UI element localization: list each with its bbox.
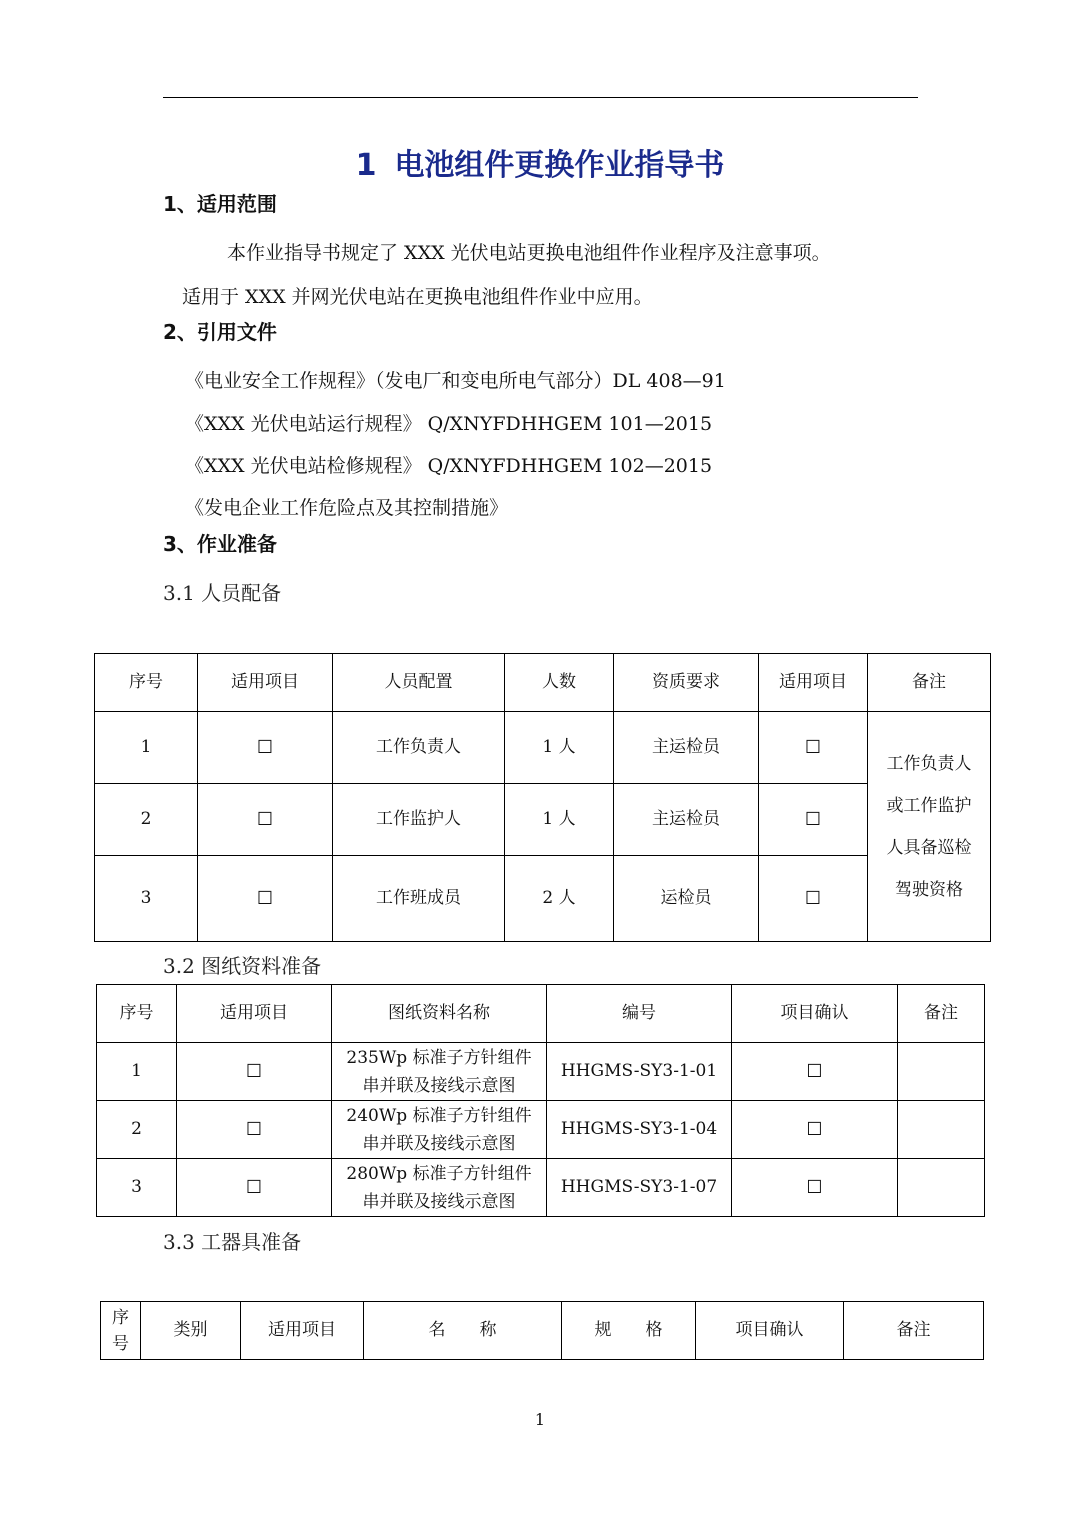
drawing-name-line: 240Wp 标准子方针组件	[346, 1105, 532, 1126]
applicable-checkbox[interactable]: ☐	[198, 712, 333, 784]
reference-2: 《XXX 光伏电站运行规程》 Q/XNYFDHHGEM 101—2015	[185, 413, 713, 435]
header-cell: 备注	[898, 985, 985, 1043]
header-cell: 适用项目	[198, 654, 333, 712]
applicable-checkbox[interactable]: ☐	[177, 1043, 332, 1101]
subsection-3-3: 3.3 工器具准备	[163, 1230, 302, 1254]
header-number-line: 序	[112, 1307, 129, 1328]
header-cell: 序号	[95, 654, 198, 712]
drawing-name-line: 串并联及接线示意图	[362, 1075, 516, 1096]
count-cell: 1 人	[505, 712, 614, 784]
confirm-checkbox[interactable]: ☐	[732, 1043, 898, 1101]
note-line: 工作负责人	[886, 753, 972, 774]
confirm-checkbox[interactable]: ☐	[732, 1159, 898, 1217]
confirm-checkbox[interactable]: ☐	[732, 1101, 898, 1159]
row-number: 3	[97, 1159, 177, 1217]
section-1-heading: 1、适用范围	[163, 192, 277, 216]
applicable-checkbox[interactable]: ☐	[759, 784, 868, 856]
qualification-cell: 主运检员	[614, 712, 759, 784]
applicable-checkbox[interactable]: ☐	[177, 1101, 332, 1159]
drawing-name-line: 235Wp 标准子方针组件	[346, 1047, 532, 1068]
count-cell: 1 人	[505, 784, 614, 856]
tools-header-row	[101, 1302, 984, 1360]
table-row	[95, 784, 991, 856]
header-cell: 项目确认	[696, 1302, 844, 1360]
table-row	[97, 1043, 985, 1101]
note-line: 驾驶资格	[895, 879, 963, 900]
header-number-line: 号	[112, 1333, 129, 1354]
drawing-code-cell: HHGMS-SY3-1-01	[547, 1043, 732, 1101]
qualification-cell: 主运检员	[614, 784, 759, 856]
page-title	[0, 140, 1080, 184]
drawing-name-line: 串并联及接线示意图	[362, 1191, 516, 1212]
applicable-checkbox[interactable]: ☐	[198, 856, 333, 942]
reference-3: 《XXX 光伏电站检修规程》 Q/XNYFDHHGEM 102—2015	[185, 455, 713, 477]
drawing-name-cell	[332, 1043, 547, 1101]
table-row	[95, 856, 991, 942]
header-cell: 类别	[141, 1302, 241, 1360]
drawing-name-line: 280Wp 标准子方针组件	[346, 1163, 532, 1184]
role-cell: 工作班成员	[333, 856, 505, 942]
note-cell	[898, 1101, 985, 1159]
table-row	[97, 1159, 985, 1217]
drawing-name-cell	[332, 1159, 547, 1217]
page-number: 1	[534, 1410, 546, 1429]
header-cell: 适用项目	[241, 1302, 364, 1360]
note-cell	[868, 712, 991, 942]
title-number: 1	[355, 148, 377, 183]
header-cell: 人数	[505, 654, 614, 712]
applicable-checkbox[interactable]: ☐	[177, 1159, 332, 1217]
title-text: 电池组件更换作业指导书	[394, 148, 725, 183]
header-cell: 图纸资料名称	[332, 985, 547, 1043]
row-number: 2	[97, 1101, 177, 1159]
applicable-checkbox[interactable]: ☐	[759, 712, 868, 784]
section-1-para-1: 本作业指导书规定了 XXX 光伏电站更换电池组件作业程序及注意事项。	[227, 242, 831, 264]
header-cell: 备注	[844, 1302, 984, 1360]
table-row	[95, 712, 991, 784]
role-cell: 工作监护人	[333, 784, 505, 856]
count-cell: 2 人	[505, 856, 614, 942]
header-cell: 名 称	[364, 1302, 562, 1360]
header-cell: 规 格	[562, 1302, 696, 1360]
drawing-code-cell: HHGMS-SY3-1-07	[547, 1159, 732, 1217]
header-cell: 备注	[868, 654, 991, 712]
table-row	[97, 1101, 985, 1159]
header-cell: 项目确认	[732, 985, 898, 1043]
row-number: 2	[95, 784, 198, 856]
qualification-cell: 运检员	[614, 856, 759, 942]
section-2-heading: 2、引用文件	[163, 320, 277, 344]
row-number: 1	[97, 1043, 177, 1101]
personnel-header-row	[95, 654, 991, 712]
section-3-heading: 3、作业准备	[163, 532, 277, 556]
subsection-3-2: 3.2 图纸资料准备	[163, 954, 322, 978]
section-1-para-2: 适用于 XXX 并网光伏电站在更换电池组件作业中应用。	[182, 286, 653, 308]
header-cell: 适用项目	[759, 654, 868, 712]
reference-4: 《发电企业工作危险点及其控制措施》	[185, 497, 509, 519]
header-cell: 编号	[547, 985, 732, 1043]
drawings-header-row	[97, 985, 985, 1043]
applicable-checkbox[interactable]: ☐	[759, 856, 868, 942]
header-cell: 人员配置	[333, 654, 505, 712]
tools-table	[100, 1301, 984, 1360]
row-number: 1	[95, 712, 198, 784]
drawing-name-line: 串并联及接线示意图	[362, 1133, 516, 1154]
drawings-table	[96, 984, 985, 1217]
role-cell: 工作负责人	[333, 712, 505, 784]
note-cell	[898, 1159, 985, 1217]
row-number: 3	[95, 856, 198, 942]
drawing-name-cell	[332, 1101, 547, 1159]
drawing-code-cell: HHGMS-SY3-1-04	[547, 1101, 732, 1159]
header-cell: 资质要求	[614, 654, 759, 712]
reference-1: 《电业安全工作规程》（发电厂和变电所电气部分）DL 408—91	[185, 370, 726, 392]
header-cell: 适用项目	[177, 985, 332, 1043]
note-line: 或工作监护	[886, 795, 972, 816]
note-cell	[898, 1043, 985, 1101]
header-cell-number	[101, 1302, 141, 1360]
personnel-table	[94, 653, 991, 942]
subsection-3-1: 3.1 人员配备	[163, 581, 282, 605]
applicable-checkbox[interactable]: ☐	[198, 784, 333, 856]
header-cell: 序号	[97, 985, 177, 1043]
note-line: 人具备巡检	[886, 837, 972, 858]
header-rule	[163, 97, 918, 98]
